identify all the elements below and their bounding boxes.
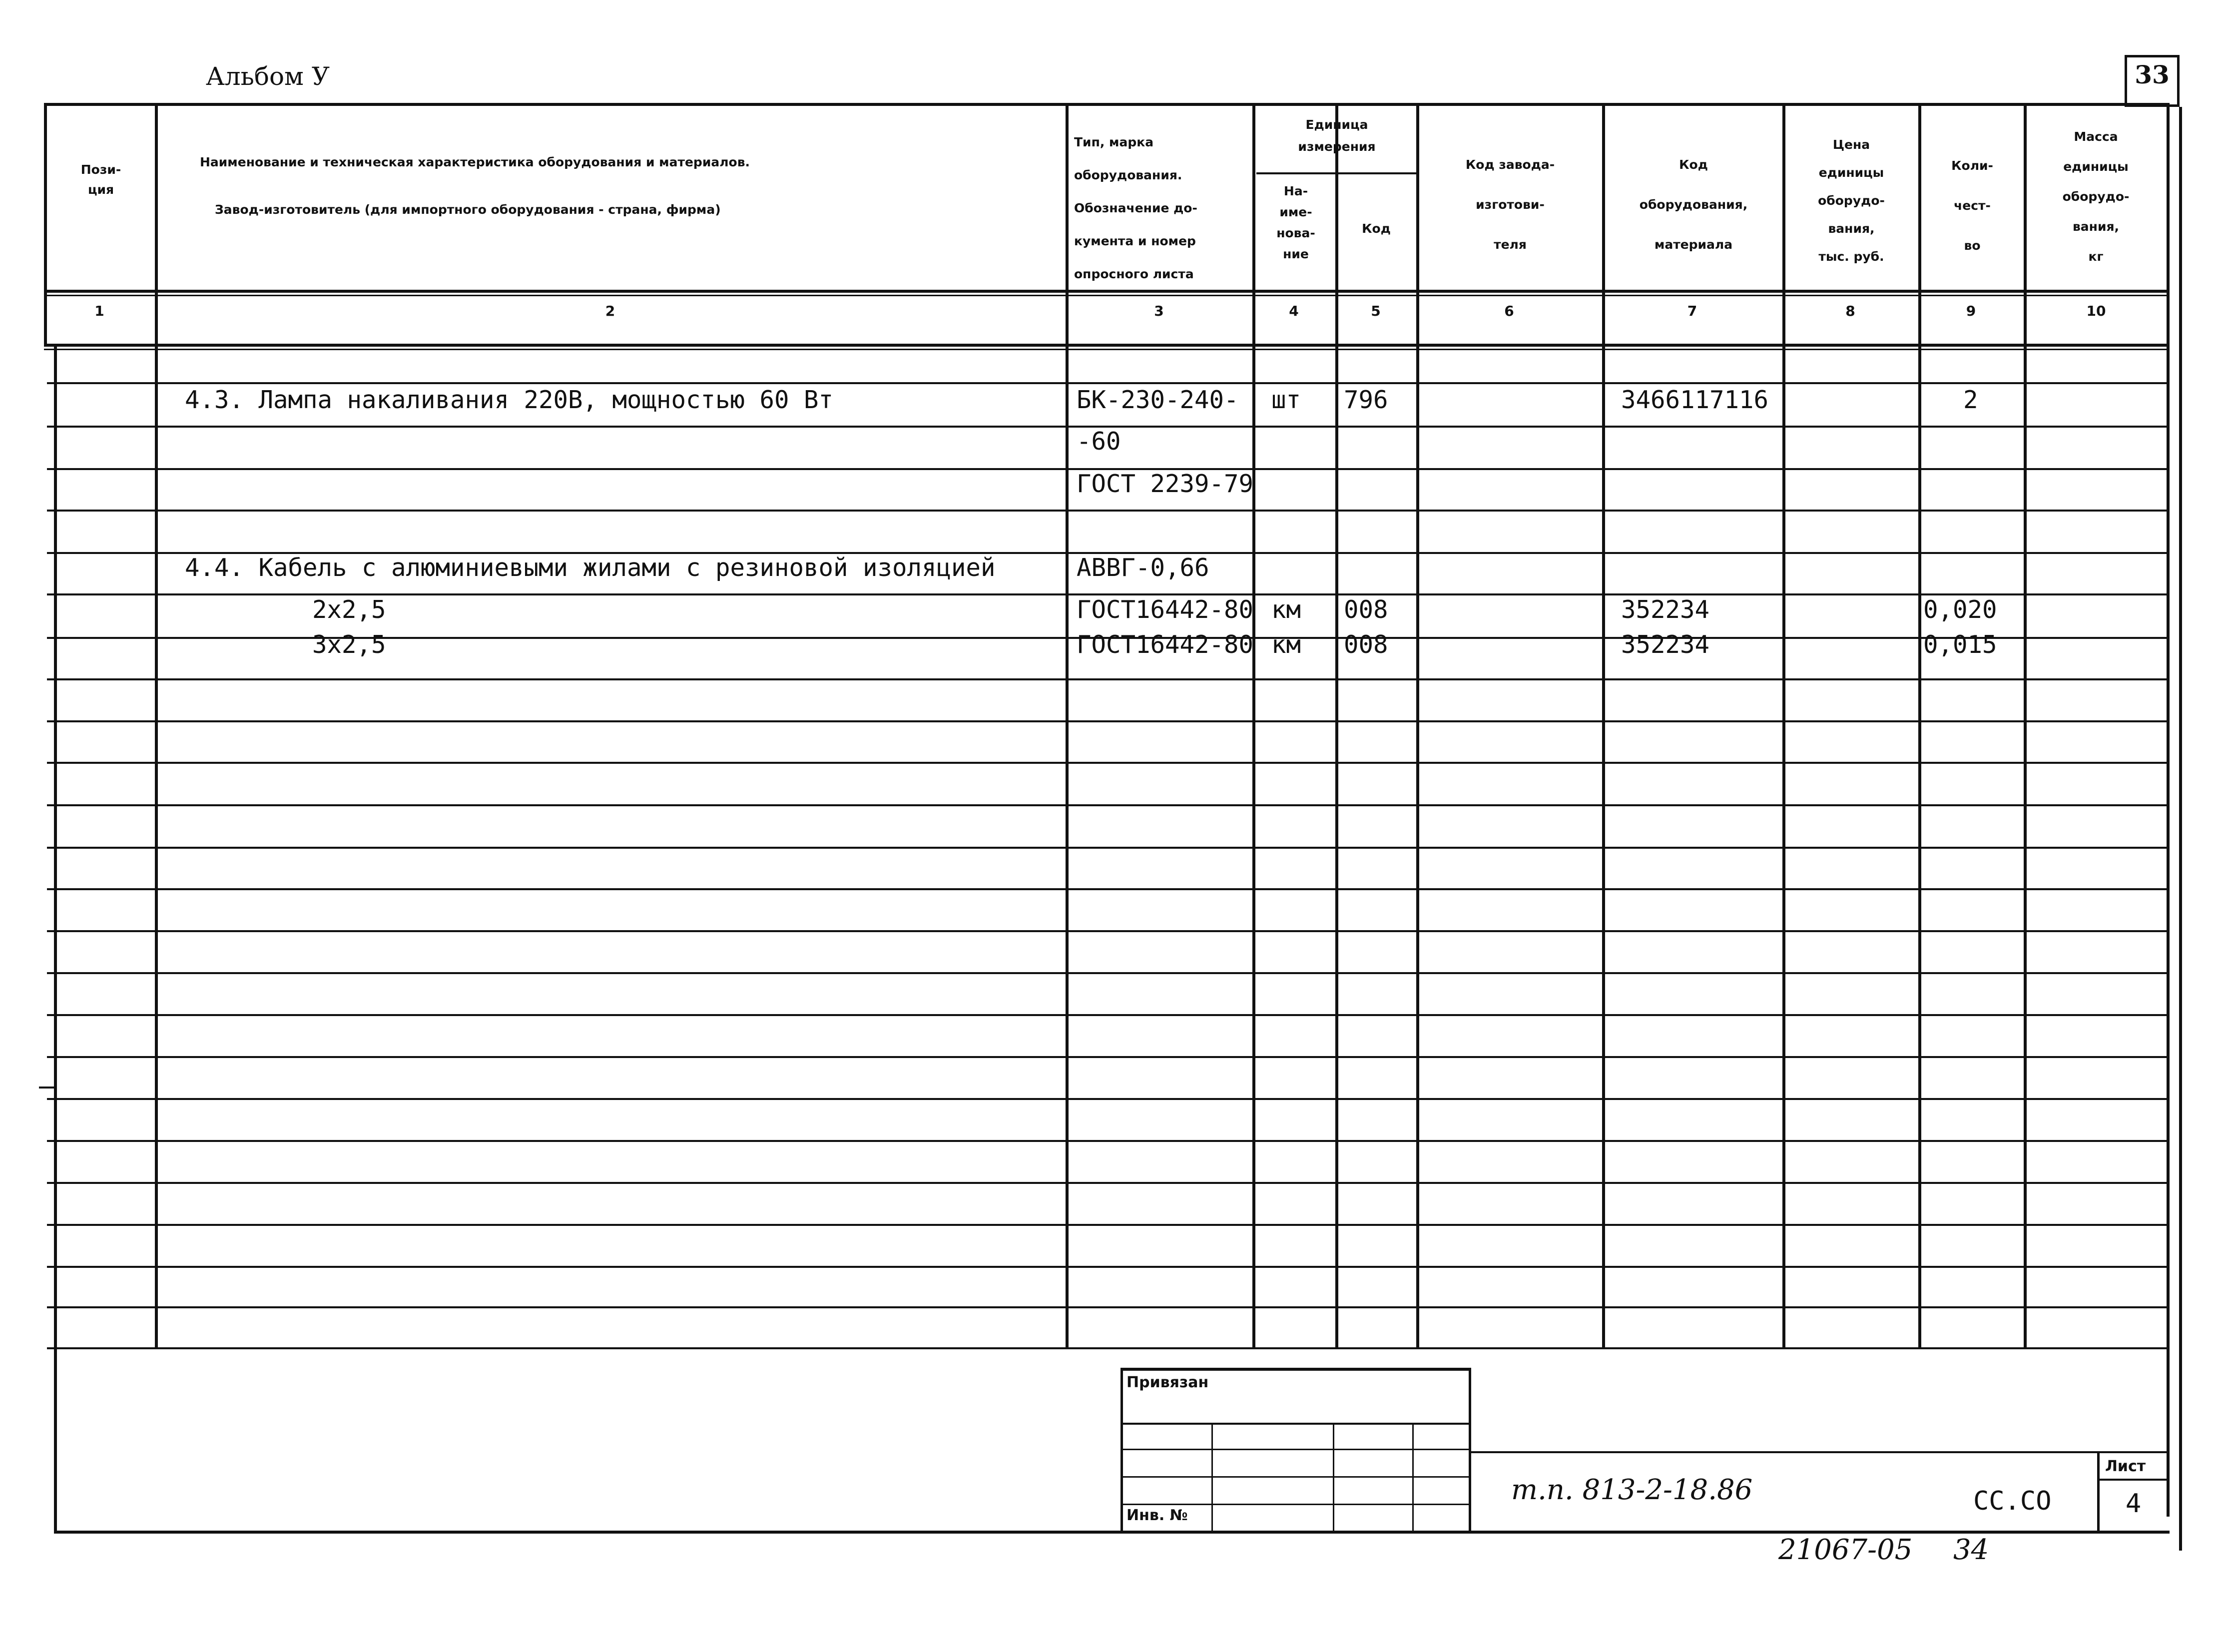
header-unit-group: Единица измерения bbox=[1298, 117, 1376, 154]
row-divider bbox=[47, 1347, 2169, 1349]
row-divider bbox=[47, 1266, 2169, 1268]
numbers-bottom-line bbox=[44, 344, 2169, 347]
row-divider bbox=[47, 678, 2169, 680]
margin-tick bbox=[39, 1087, 56, 1089]
numbers-top-line bbox=[44, 295, 2169, 296]
row-divider bbox=[47, 804, 2169, 806]
header-col1: Пози- ция bbox=[80, 162, 121, 197]
row-divider bbox=[47, 972, 2169, 974]
column-divider bbox=[2024, 103, 2027, 1347]
row-divider bbox=[47, 510, 2169, 512]
row-equipment-code: 352234 bbox=[1621, 630, 1710, 659]
stamp-line-1 bbox=[1120, 1423, 1470, 1425]
stamp-line-4 bbox=[1120, 1504, 1470, 1505]
sheet-box-mid bbox=[2097, 1479, 2170, 1481]
column-divider bbox=[1335, 103, 1338, 1347]
row-quantity: 0,015 bbox=[1923, 630, 1997, 659]
page-number: 33 bbox=[2135, 60, 2170, 89]
designation: т.п. 813-2-18.86 bbox=[1511, 1474, 1753, 1506]
row-unit: км bbox=[1271, 595, 1301, 624]
bottom-note: 21067-05 bbox=[1778, 1534, 1913, 1566]
column-number: 5 bbox=[1371, 303, 1381, 319]
header-col2-line2: Завод-изготовитель (для импортного оборудования - страна, фирма) bbox=[215, 202, 721, 217]
column-number: 6 bbox=[1504, 303, 1514, 319]
header-col6: Код завода- изготови- теля bbox=[1465, 157, 1555, 252]
row-divider bbox=[47, 1306, 2169, 1308]
header-col3: Тип, марка оборудования. Обозначение до- кумента и номер опросного листа bbox=[1074, 135, 1197, 281]
row-name: 4.4. Кабель с алюминиевыми жилами с резиновой изоляцией bbox=[185, 553, 996, 582]
row-divider bbox=[47, 847, 2169, 849]
stamp-privyazan: Привязан bbox=[1126, 1374, 1209, 1391]
row-divider bbox=[47, 1056, 2169, 1058]
stamp-vline-2 bbox=[1333, 1423, 1334, 1532]
frame-top bbox=[44, 103, 2169, 106]
column-divider bbox=[1416, 103, 1419, 1347]
document-code: СС.СО bbox=[1973, 1486, 2052, 1516]
row-name: 4.3. Лампа накаливания 220В, мощностью 60 Вт bbox=[185, 386, 834, 414]
frame-right-outer bbox=[2179, 107, 2182, 1551]
row-unit-code: 796 bbox=[1344, 386, 1388, 414]
column-divider bbox=[1918, 103, 1921, 1347]
stamp-line-3 bbox=[1120, 1476, 1470, 1478]
row-divider bbox=[47, 720, 2169, 722]
column-number: 4 bbox=[1289, 303, 1299, 319]
header-col9: Коли- чест- во bbox=[1951, 158, 1993, 253]
album-label: Альбом У bbox=[206, 62, 330, 91]
column-divider bbox=[1066, 103, 1069, 1347]
stamp-vline-3 bbox=[1412, 1423, 1414, 1532]
row-divider bbox=[47, 888, 2169, 890]
column-number: 8 bbox=[1845, 303, 1855, 319]
title-block-top bbox=[1470, 1451, 2170, 1453]
numbers-bottom-line-2 bbox=[44, 349, 2169, 350]
stamp-box-right bbox=[1469, 1368, 1471, 1533]
header-col7: Код оборудования, материала bbox=[1639, 157, 1748, 252]
bottom-page: 34 bbox=[1953, 1534, 1989, 1566]
row-unit-code: 008 bbox=[1344, 595, 1388, 624]
row-equipment-code: 3466117116 bbox=[1621, 386, 1769, 414]
column-divider bbox=[1602, 103, 1605, 1347]
row-type: -60 bbox=[1077, 427, 1121, 456]
stamp-inv-no: Инв. № bbox=[1126, 1507, 1188, 1524]
row-quantity: 2 bbox=[1963, 386, 1978, 414]
row-divider bbox=[47, 382, 2169, 384]
row-equipment-code: 352234 bbox=[1621, 595, 1710, 624]
header-col10: Масса единицы оборудо- вания, кг bbox=[2062, 129, 2130, 264]
row-type: ГОСТ 2239-79 bbox=[1077, 470, 1254, 498]
header-col4: На- име- нова- ние bbox=[1276, 184, 1315, 261]
column-number: 7 bbox=[1687, 303, 1697, 319]
row-type: ГОСТ16442-80 bbox=[1077, 630, 1254, 659]
stamp-line-2 bbox=[1120, 1449, 1470, 1450]
row-divider bbox=[47, 930, 2169, 932]
row-divider bbox=[47, 1014, 2169, 1016]
sheet-label: Лист bbox=[2105, 1458, 2146, 1475]
column-divider bbox=[155, 103, 158, 1347]
column-divider bbox=[1782, 103, 1785, 1347]
frame-left-lower bbox=[54, 344, 57, 1532]
row-type: АВВГ-0,66 bbox=[1077, 553, 1209, 582]
row-unit: км bbox=[1271, 630, 1301, 659]
column-number: 10 bbox=[2086, 303, 2106, 319]
row-unit: шт bbox=[1271, 386, 1301, 414]
column-number: 3 bbox=[1154, 303, 1164, 319]
row-type: БК-230-240- bbox=[1077, 386, 1239, 414]
row-divider bbox=[47, 1182, 2169, 1184]
row-divider bbox=[47, 762, 2169, 764]
row-unit-code: 008 bbox=[1344, 630, 1388, 659]
column-number: 9 bbox=[1966, 303, 1976, 319]
header-col5: Код bbox=[1362, 221, 1391, 236]
stamp-box-left bbox=[1120, 1368, 1123, 1533]
sheet-number: 4 bbox=[2125, 1489, 2142, 1519]
row-divider bbox=[47, 1140, 2169, 1142]
row-quantity: 0,020 bbox=[1923, 595, 1997, 624]
row-name: 2х2,5 bbox=[312, 595, 386, 624]
column-number: 1 bbox=[94, 303, 104, 319]
stamp-vline-1 bbox=[1211, 1423, 1213, 1532]
header-col8: Цена единицы оборудо- вания, тыс. руб. bbox=[1818, 137, 1885, 264]
stamp-box-top bbox=[1120, 1368, 1470, 1371]
header-col2-line1: Наименование и техническая характеристика оборудования и материалов. bbox=[200, 155, 750, 169]
row-divider bbox=[47, 1224, 2169, 1226]
row-type: ГОСТ16442-80 bbox=[1077, 595, 1254, 624]
row-divider bbox=[47, 1098, 2169, 1100]
column-number: 2 bbox=[605, 303, 615, 319]
row-name: 3х2,5 bbox=[312, 630, 386, 659]
